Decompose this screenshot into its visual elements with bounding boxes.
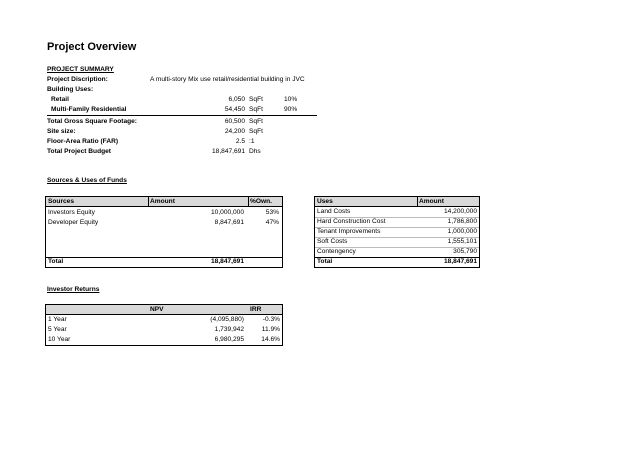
use-label-retail: Retail	[51, 96, 69, 103]
use-label-residential: Multi-Family Residential	[51, 106, 127, 113]
project-summary-heading: PROJECT SUMMARY	[47, 66, 114, 73]
sources-col-name: Sources	[48, 198, 75, 205]
return-irr: 14.6%	[261, 336, 280, 343]
budget-label: Total Project Budget	[47, 148, 111, 155]
use-area-residential: 54,450	[224, 106, 245, 113]
return-period: 5 Year	[48, 326, 67, 333]
uses-table	[314, 196, 480, 268]
use-amount: 1,555,101	[447, 238, 477, 245]
sources-uses-heading: Sources & Uses of Funds	[47, 177, 127, 184]
building-uses-label: Building Uses:	[47, 86, 94, 93]
uses-header-row	[315, 197, 479, 207]
source-pct: 53%	[265, 209, 279, 216]
use-name: Contengency	[317, 248, 356, 255]
sources-col-amount: Amount	[150, 198, 175, 205]
use-area-retail: 6,050	[228, 96, 245, 103]
source-amount: 10,000,000	[210, 209, 244, 216]
use-amount: 305,790	[453, 248, 477, 255]
site-size-unit: SqFt	[249, 128, 263, 135]
return-npv: (4,095,880)	[210, 316, 244, 323]
far-label: Floor-Area Ratio (FAR)	[47, 138, 119, 145]
source-name: Developer Equity	[48, 219, 99, 226]
use-unit-residential: SqFt	[249, 106, 263, 113]
returns-col-irr: IRR	[250, 306, 262, 313]
return-period: 1 Year	[48, 316, 67, 323]
description-label: Project Discription:	[47, 76, 108, 83]
source-pct: 47%	[265, 219, 279, 226]
source-name: Investors Equity	[48, 209, 95, 216]
total-gsf-value: 60,500	[224, 118, 245, 125]
far-value: 2.5	[235, 138, 245, 145]
page-title: Project Overview	[47, 41, 137, 53]
budget-unit: Dhs	[249, 148, 261, 155]
sources-total-label: Total	[48, 258, 64, 265]
returns-col-npv: NPV	[150, 306, 164, 313]
use-amount: 14,200,000	[443, 208, 477, 215]
uses-total-amount: 18,847,691	[443, 258, 477, 265]
use-unit-retail: SqFt	[249, 96, 263, 103]
budget-value: 18,847,691	[211, 148, 245, 155]
uses-col-amount: Amount	[419, 198, 444, 205]
sources-total-amount: 18,847,691	[210, 258, 244, 265]
summary-divider	[47, 115, 317, 116]
use-name: Soft Costs	[317, 238, 348, 245]
return-irr: -0.3%	[262, 316, 280, 323]
returns-table	[45, 304, 283, 346]
return-irr: 11.9%	[261, 326, 280, 333]
use-pct-residential: 90%	[284, 106, 298, 113]
return-period: 10 Year	[48, 336, 71, 343]
total-gsf-label: Total Gross Square Footage:	[47, 118, 138, 125]
use-name: Tenant Improvements	[317, 228, 381, 235]
description-value: A multi-story Mix use retail/residential building in JVC	[150, 76, 305, 83]
use-amount: 1,786,800	[447, 218, 477, 225]
return-npv: 1,739,942	[214, 326, 244, 333]
use-name: Land Costs	[317, 208, 351, 215]
far-unit: :1	[249, 138, 255, 145]
site-size-value: 24,200	[224, 128, 245, 135]
investor-returns-heading: Investor Returns	[47, 286, 100, 293]
use-pct-retail: 10%	[284, 96, 298, 103]
return-npv: 6,980,295	[214, 336, 244, 343]
returns-header-row	[46, 305, 282, 315]
use-amount: 1,000,000	[447, 228, 477, 235]
sources-table	[45, 196, 283, 268]
use-name: Hard Construction Cost	[317, 218, 386, 225]
total-gsf-unit: SqFt	[249, 118, 263, 125]
source-amount: 8,847,691	[214, 219, 244, 226]
uses-total-label: Total	[317, 258, 333, 265]
site-size-label: Site size:	[47, 128, 76, 135]
sources-col-pct: %Own.	[250, 198, 272, 205]
uses-col-name: Uses	[317, 198, 333, 205]
